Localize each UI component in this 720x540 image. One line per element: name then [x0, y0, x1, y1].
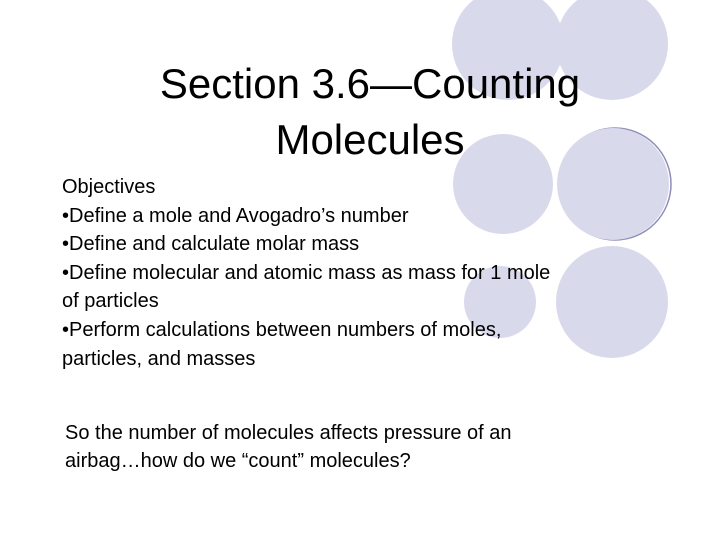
- slide-title: [110, 56, 630, 168]
- slide-title-line: Molecules: [275, 116, 465, 163]
- intro-question-line: So the number of molecules affects pressure of an: [65, 422, 512, 444]
- objective-item-continuation: of particles: [62, 290, 159, 313]
- intro-question-line: airbag…how do we “count” molecules?: [65, 450, 411, 472]
- objectives-heading: Objectives: [62, 176, 156, 198]
- objective-item: •Perform calculations between numbers of moles,: [62, 318, 502, 341]
- objective-item-continuation: particles, and masses: [62, 347, 256, 370]
- slide-title-line: Section 3.6—Counting: [159, 60, 581, 107]
- objectives-list: [62, 173, 662, 373]
- objective-item: •Define a mole and Avogadro’s number: [62, 204, 409, 227]
- objective-item: •Define molecular and atomic mass as mass for 1 mole: [62, 261, 551, 284]
- objective-item: •Define and calculate molar mass: [62, 233, 360, 256]
- intro-question: [65, 419, 665, 475]
